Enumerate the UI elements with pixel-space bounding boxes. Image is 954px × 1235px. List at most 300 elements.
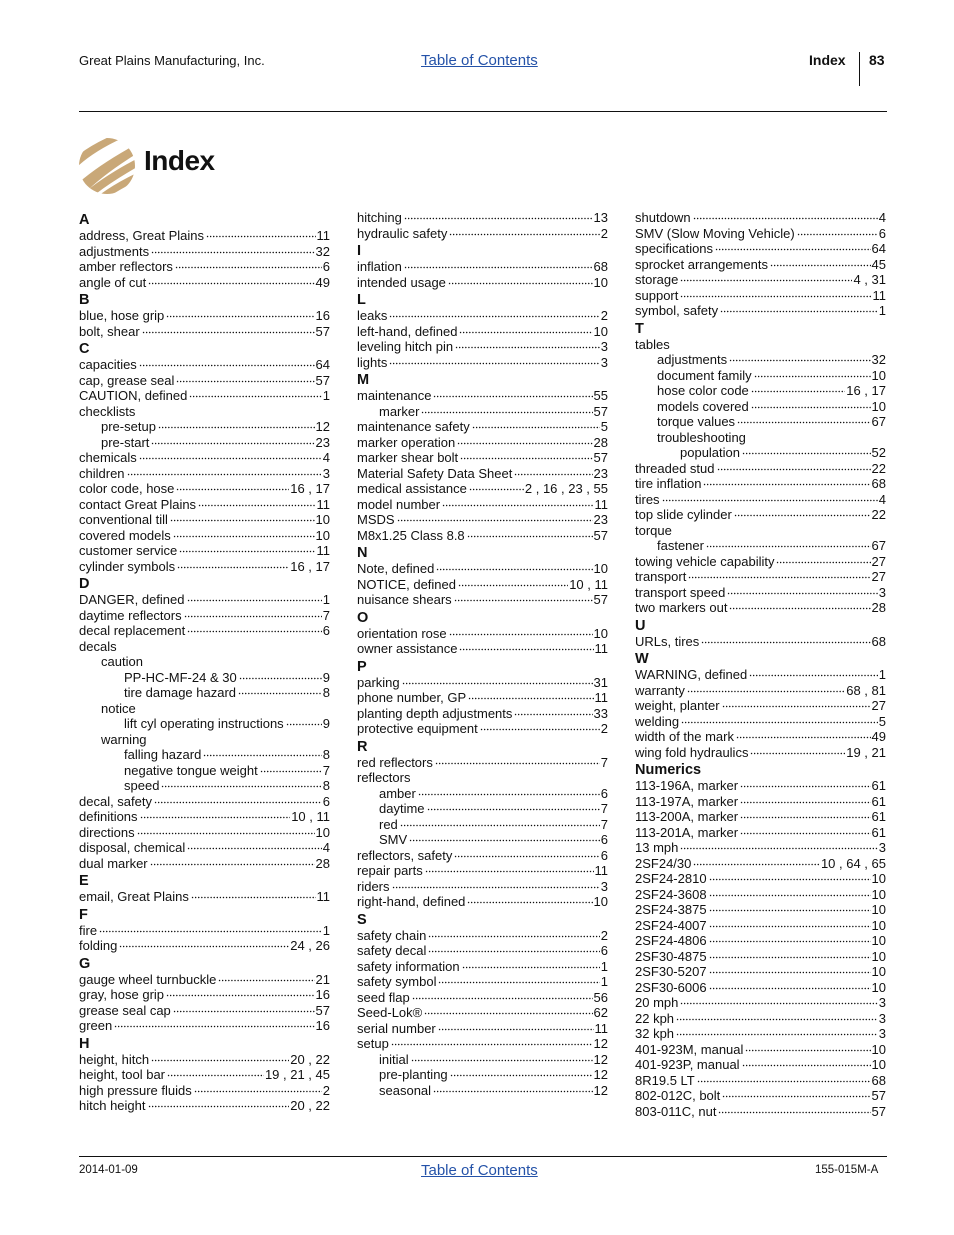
index-page-numbers: 3 [878, 995, 886, 1010]
index-entry [357, 466, 608, 482]
dot-leader [167, 1073, 264, 1079]
index-entry [357, 577, 608, 593]
index-entry [79, 373, 330, 389]
index-entry [357, 388, 608, 404]
dot-leader [114, 1024, 314, 1030]
dot-leader [175, 265, 322, 271]
index-term: repair parts [357, 863, 423, 878]
index-term: MSDS [357, 512, 395, 527]
index-term: 401-923P, manual [635, 1057, 740, 1072]
company-name: Great Plains Manufacturing, Inc. [79, 53, 265, 68]
index-term: welding [635, 713, 680, 729]
dot-leader [286, 722, 322, 728]
index-letter-heading: Numerics [635, 762, 702, 778]
index-term: URLs, tires [635, 633, 700, 649]
dot-leader [449, 631, 593, 637]
index-term: marker shear bolt [357, 450, 459, 465]
dot-leader [425, 869, 594, 875]
dot-leader [749, 673, 878, 679]
dot-leader [751, 389, 845, 395]
index-entry [357, 755, 608, 771]
index-term: 2SF24-3875 [635, 902, 707, 917]
index-letter-heading: C [79, 341, 90, 357]
index-term: green [79, 1018, 113, 1033]
index-entry [635, 210, 886, 226]
index-page-numbers: 12 [593, 1051, 608, 1067]
index-term: torque values [657, 414, 736, 429]
dot-leader [411, 1057, 593, 1063]
index-page-numbers: 27 [871, 553, 886, 569]
index-page-numbers: 57 [593, 592, 608, 607]
footer-table-of-contents-link[interactable]: Table of Contents [421, 1162, 538, 1179]
index-letter-heading: T [635, 320, 644, 337]
index-entry [79, 543, 330, 559]
index-page-numbers: 24 , 26 [290, 938, 330, 953]
index-term: SMV (Slow Moving Vehicle) [635, 225, 795, 241]
index-term: contact Great Plains [79, 496, 197, 512]
index-entry [357, 226, 608, 242]
index-entry [635, 902, 886, 918]
index-page-numbers: 12 [593, 1082, 608, 1098]
index-page-numbers: 12 [593, 1067, 608, 1082]
index-column-2 [357, 210, 608, 1098]
index-term: CAUTION, defined [79, 388, 188, 403]
index-page-numbers: 6 [322, 793, 330, 809]
dot-leader [402, 680, 593, 686]
index-term: definitions [79, 809, 138, 824]
index-term: storage [635, 272, 679, 287]
index-page-numbers: 2 [600, 225, 608, 241]
dot-leader [737, 420, 870, 426]
index-entry [635, 980, 886, 996]
index-term: red reflectors [357, 754, 433, 770]
index-page-numbers: 2 [322, 1082, 330, 1098]
index-entry [635, 492, 886, 508]
index-term: width of the mark [635, 729, 734, 744]
dot-leader [433, 394, 592, 400]
index-term: conventional till [79, 512, 168, 527]
index-entry [635, 383, 886, 399]
index-term: towing vehicle capability [635, 553, 775, 569]
index-page-numbers: 6 [600, 832, 608, 847]
dot-leader [158, 425, 315, 431]
index-page-numbers: 27 [871, 569, 886, 584]
index-entry [635, 569, 886, 585]
index-page-numbers: 6 [322, 259, 330, 274]
index-term: 802-012C, bolt [635, 1088, 721, 1103]
index-term: orientation rose [357, 625, 447, 641]
index-term: 2SF24-2810 [635, 871, 707, 886]
index-term: left-hand, defined [357, 323, 458, 339]
index-page-numbers: 10 [871, 979, 886, 995]
index-term: safety decal [357, 943, 427, 958]
index-page-numbers: 7 [322, 607, 330, 623]
index-term: inflation [357, 259, 402, 274]
index-letter-heading: M [357, 372, 370, 388]
index-term: 20 mph [635, 995, 679, 1010]
dot-leader [742, 1063, 871, 1069]
index-page-numbers: 10 [871, 886, 886, 902]
index-term: 13 mph [635, 840, 679, 855]
dot-leader [727, 590, 877, 596]
index-term: covered models [79, 527, 171, 543]
index-term: height, tool bar [79, 1067, 166, 1082]
index-entry [79, 419, 330, 435]
dot-leader [151, 1057, 289, 1063]
index-page-numbers: 10 [315, 824, 330, 840]
index-page-numbers: 3 [600, 354, 608, 370]
index-term: medical assistance [357, 481, 467, 496]
index-entry [357, 879, 608, 895]
dot-leader [742, 451, 871, 457]
index-term: serial number [357, 1020, 436, 1036]
index-page-numbers: 10 [593, 274, 608, 290]
index-page-numbers: 68 [871, 476, 886, 491]
dot-leader [442, 502, 593, 508]
index-entry [79, 685, 330, 701]
index-page-numbers: 57 [871, 1088, 886, 1103]
dot-leader [176, 378, 314, 384]
index-entry [635, 461, 886, 477]
index-entry [79, 1098, 330, 1114]
index-term: phone number, GP [357, 690, 467, 705]
index-entry [357, 210, 608, 226]
index-entry [79, 435, 330, 451]
index-entry [79, 388, 330, 404]
index-page-numbers: 7 [322, 762, 330, 778]
index-entry [357, 497, 608, 513]
index-page-numbers: 11 [594, 863, 608, 878]
index-page-numbers: 10 [315, 527, 330, 543]
index-entry [357, 275, 608, 291]
index-page-numbers: 11 [594, 496, 608, 512]
dot-leader [140, 815, 291, 821]
index-entry [357, 974, 608, 990]
index-term: setup [357, 1036, 389, 1051]
index-page-numbers: 57 [593, 403, 608, 419]
index-entry [635, 600, 886, 616]
index-letter-heading: R [357, 738, 368, 755]
index-term: M8x1.25 Class 8.8 [357, 527, 465, 543]
index-page-numbers: 16 , 17 [290, 481, 330, 496]
dot-leader [454, 853, 599, 859]
index-page-numbers: 49 [315, 274, 330, 290]
index-page-numbers: 3 [322, 465, 330, 481]
index-entry [79, 938, 330, 954]
document-number: 155-015M-A [815, 1164, 879, 1176]
index-term: children [79, 465, 125, 481]
footer-rule [79, 1156, 887, 1157]
index-entry [79, 716, 330, 732]
index-term: seed flap [357, 989, 410, 1005]
index-page-numbers: 55 [593, 388, 608, 403]
index-entry [635, 476, 886, 492]
dot-leader [139, 363, 315, 369]
index-term: specifications [635, 241, 714, 256]
index-entry [635, 714, 886, 730]
index-page-numbers: 61 [871, 809, 886, 824]
index-term: torque [635, 522, 672, 538]
dot-leader [438, 1026, 594, 1032]
dot-leader [687, 688, 845, 694]
index-entry [357, 959, 608, 975]
index-page-numbers: 6 [322, 623, 330, 638]
index-page-numbers: 9 [322, 669, 330, 685]
index-term: adjustments [657, 352, 728, 367]
dot-leader [460, 456, 592, 462]
index-page-numbers: 10 [871, 1057, 886, 1072]
index-entry [79, 794, 330, 810]
dot-leader [142, 329, 315, 335]
dot-leader [697, 1078, 871, 1084]
index-page-numbers: 32 [871, 352, 886, 367]
index-letter-heading: A [79, 212, 90, 228]
dot-leader [454, 598, 593, 604]
index-entry [79, 923, 330, 939]
index-page-numbers: 67 [871, 414, 886, 429]
index-letter-heading: B [79, 292, 90, 308]
index-term: maintenance safety [357, 419, 470, 434]
dot-leader [238, 691, 322, 697]
index-entry [79, 825, 330, 841]
index-page-numbers: 31 [593, 674, 608, 690]
index-term: SMV [379, 832, 408, 847]
dot-leader [469, 487, 524, 493]
index-entry [635, 964, 886, 980]
index-page-numbers: 27 [871, 698, 886, 713]
dot-leader [119, 944, 289, 950]
index-page-numbers: 3 [600, 878, 608, 894]
index-term: riders [357, 878, 390, 894]
index-entry [635, 445, 886, 461]
dot-leader [662, 497, 878, 503]
index-entry [635, 1057, 886, 1073]
index-term: email, Great Plains [79, 889, 189, 904]
dot-leader [709, 892, 871, 898]
index-term: customer service [79, 543, 178, 558]
index-page-numbers: 10 , 11 [569, 576, 608, 592]
index-entry [635, 918, 886, 934]
index-entry [635, 585, 886, 601]
dot-leader [797, 231, 878, 237]
dot-leader [729, 606, 870, 612]
index-entry [79, 1083, 330, 1099]
index-page-numbers: 28 [871, 600, 886, 615]
index-term: 2SF24-4806 [635, 933, 707, 948]
index-page-numbers: 68 [871, 1072, 886, 1088]
index-page-numbers: 61 [871, 778, 886, 793]
index-page-numbers: 28 [315, 855, 330, 871]
index-term: cylinder symbols [79, 558, 176, 574]
index-term: models covered [657, 398, 749, 414]
index-page-numbers: 1 [600, 974, 608, 989]
index-term: parking [357, 674, 400, 690]
dot-leader [260, 768, 322, 774]
index-term: NOTICE, defined [357, 576, 456, 592]
index-entry [635, 856, 886, 872]
index-entry [357, 435, 608, 451]
dot-leader [706, 544, 871, 550]
dot-leader [709, 954, 871, 960]
dot-leader [194, 1088, 322, 1094]
index-entry [79, 763, 330, 779]
index-page-numbers: 21 [315, 971, 330, 987]
index-page-numbers: 10 , 11 [291, 809, 330, 824]
index-term: sprocket arrangements [635, 256, 768, 272]
index-entry [635, 272, 886, 288]
index-term: decal, safety [79, 793, 152, 809]
index-page-numbers: 68 , 81 [846, 682, 886, 698]
index-entry [79, 623, 330, 639]
dot-leader [722, 1094, 870, 1100]
dot-leader [400, 822, 600, 828]
index-term: tire inflation [635, 476, 702, 491]
dot-leader [409, 838, 600, 844]
index-term: fire [79, 922, 98, 938]
index-page-numbers: 11 [872, 287, 886, 303]
index-page-numbers: 57 [315, 323, 330, 339]
index-entry [357, 675, 608, 691]
index-page-numbers: 4 [878, 491, 886, 507]
index-entry [357, 801, 608, 817]
index-page-numbers: 62 [593, 1005, 608, 1020]
dot-leader [709, 985, 871, 991]
index-entry [635, 995, 886, 1011]
index-term: capacities [79, 357, 137, 372]
index-page-numbers: 57 [315, 372, 330, 388]
index-entry [357, 404, 608, 420]
index-entry [79, 972, 330, 988]
index-entry [79, 450, 330, 466]
index-entry [635, 241, 886, 257]
dot-leader [514, 471, 592, 477]
index-entry [79, 889, 330, 905]
index-page-numbers: 16 , 17 [846, 383, 886, 398]
index-entry [357, 832, 608, 848]
index-term: shutdown [635, 210, 691, 225]
index-page-numbers: 11 [316, 889, 330, 904]
index-entry [79, 512, 330, 528]
header-divider [859, 52, 860, 86]
index-term: symbol, safety [635, 303, 719, 318]
dot-leader [189, 394, 321, 400]
index-term: angle of cut [79, 274, 147, 290]
index-term: directions [79, 824, 135, 840]
table-of-contents-link[interactable]: Table of Contents [421, 52, 538, 69]
dot-leader [179, 549, 315, 555]
index-entry [357, 512, 608, 528]
index-page-numbers: 3 [600, 339, 608, 354]
index-entry [635, 1042, 886, 1058]
index-page-numbers: 10 [871, 367, 886, 383]
index-page-numbers: 6 [600, 847, 608, 863]
dot-leader [750, 750, 845, 756]
index-term: safety symbol [357, 974, 437, 989]
index-term: 32 kph [635, 1026, 675, 1041]
dot-leader [177, 564, 289, 570]
index-page-numbers: 20 , 22 [290, 1051, 330, 1067]
index-term: daytime reflectors [79, 607, 182, 623]
index-page-numbers: 10 [871, 964, 886, 979]
dot-leader [389, 360, 599, 366]
index-term: hitching [357, 210, 402, 225]
index-term: decals [79, 638, 117, 654]
index-page-numbers: 20 , 22 [290, 1098, 330, 1113]
index-term: 2SF24/30 [635, 855, 692, 871]
index-page-numbers: 9 [322, 716, 330, 731]
dot-leader [137, 830, 315, 836]
dot-leader [734, 513, 871, 519]
dot-leader [218, 977, 314, 983]
index-page-numbers: 61 [871, 793, 886, 809]
index-term: height, hitch [79, 1051, 150, 1067]
index-entry [79, 778, 330, 794]
dot-leader [740, 830, 870, 836]
index-page-numbers: 16 [315, 1018, 330, 1033]
index-term: red [379, 816, 398, 832]
dot-leader [457, 440, 592, 446]
index-page-numbers: 23 [593, 465, 608, 481]
dot-leader [99, 928, 322, 934]
index-entry [79, 324, 330, 340]
index-page-numbers: 16 [315, 987, 330, 1002]
index-term: support [635, 287, 679, 303]
index-page-numbers: 10 [315, 512, 330, 527]
index-page-numbers: 56 [593, 989, 608, 1005]
dot-leader [680, 846, 877, 852]
index-entry [635, 430, 886, 446]
index-entry [79, 856, 330, 872]
index-page-numbers: 10 [593, 894, 608, 909]
index-page-numbers: 1 [600, 958, 608, 974]
section-name: Index [809, 52, 846, 68]
index-term: intended usage [357, 274, 446, 290]
index-entry [79, 987, 330, 1003]
index-term: safety information [357, 958, 460, 974]
index-entry [635, 794, 886, 810]
dot-leader [462, 964, 600, 970]
dot-leader [745, 1047, 870, 1053]
index-term: pre-planting [379, 1067, 448, 1082]
dot-leader [150, 861, 315, 867]
index-page-numbers: 2 [600, 927, 608, 943]
dot-leader [198, 502, 315, 508]
index-term: transport speed [635, 584, 726, 600]
index-page-numbers: 4 [878, 210, 886, 225]
index-page-numbers: 33 [593, 705, 608, 721]
dot-leader [191, 895, 316, 901]
index-entry [79, 275, 330, 291]
index-entry [357, 626, 608, 642]
index-page-numbers: 1 [322, 388, 330, 403]
index-page-numbers: 11 [316, 228, 330, 243]
index-term: 113-197A, marker [635, 793, 739, 809]
index-page-numbers: 12 [593, 1036, 608, 1051]
index-page-numbers: 1 [322, 592, 330, 607]
index-column-3 [635, 210, 886, 1119]
index-term: Note, defined [357, 561, 435, 576]
dot-leader [729, 358, 870, 364]
index-page-numbers: 4 , 31 [853, 272, 886, 287]
index-entry [79, 732, 330, 748]
index-letter-heading: W [635, 651, 649, 667]
index-entry [357, 1036, 608, 1052]
index-page-numbers: 2 [600, 308, 608, 323]
index-term: daytime [379, 801, 425, 816]
index-term: owner assistance [357, 641, 458, 656]
index-term: 2SF30-5207 [635, 964, 707, 979]
index-page-numbers: 10 [871, 398, 886, 414]
